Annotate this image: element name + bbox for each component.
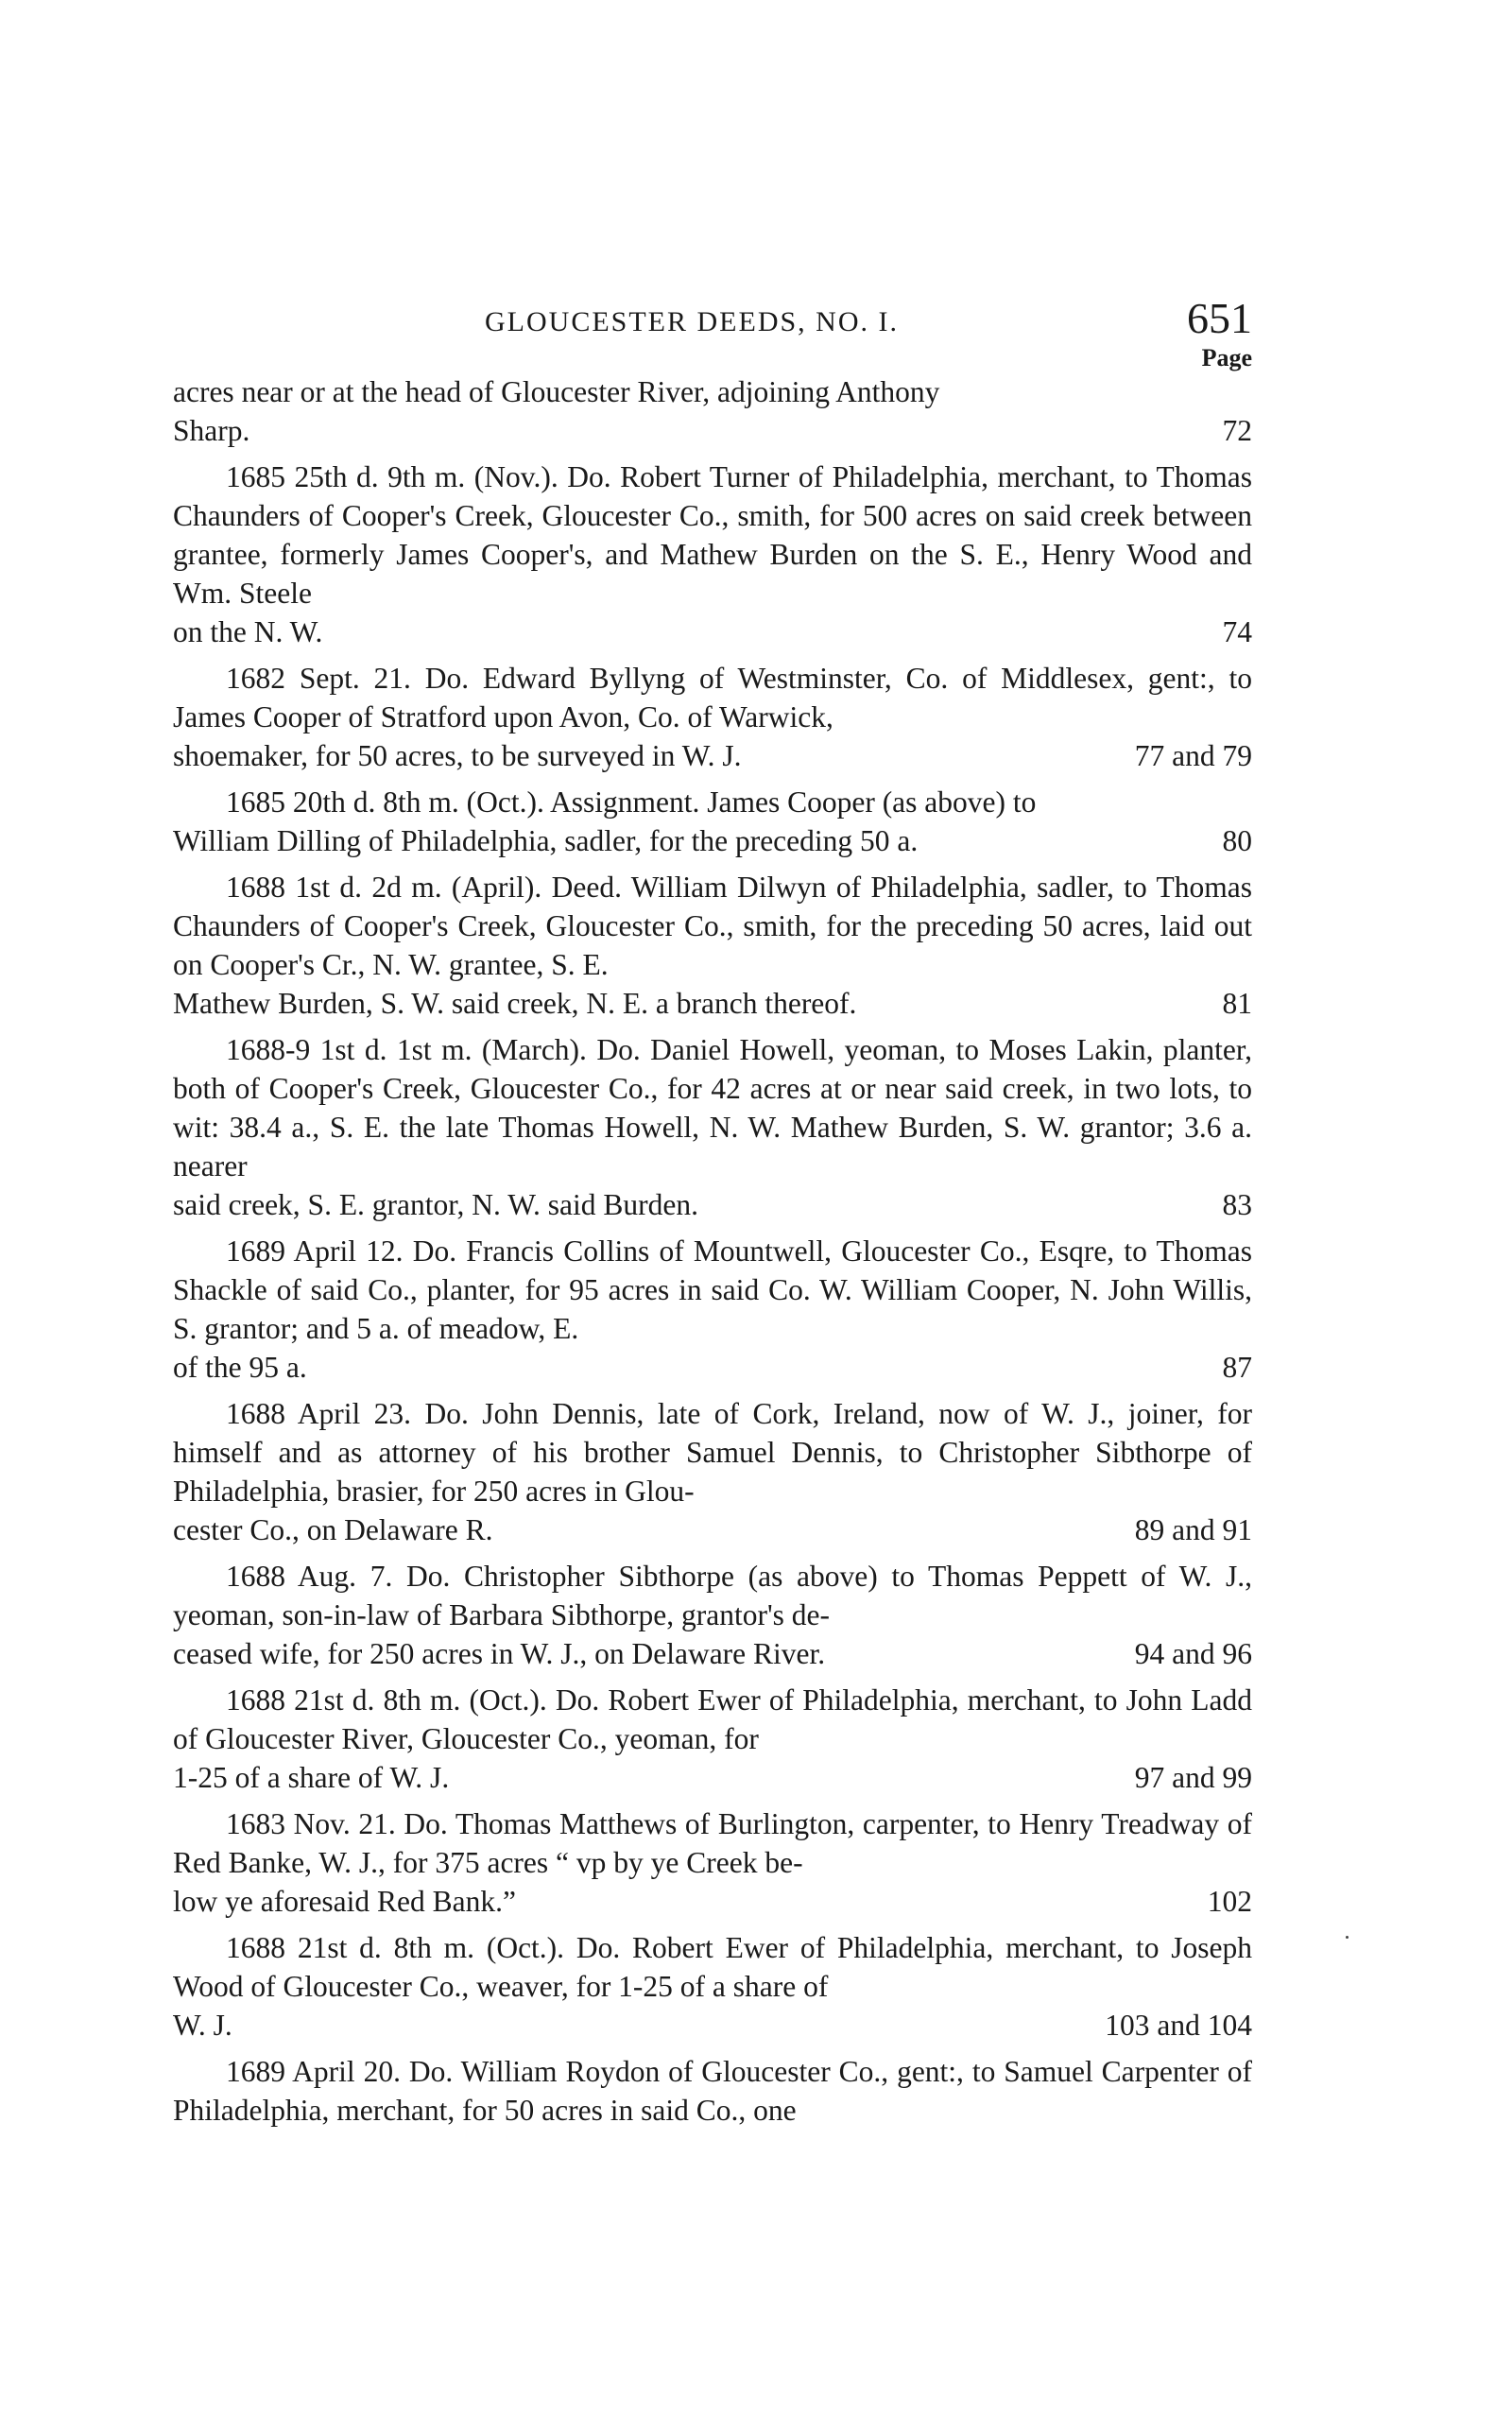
deed-entry-last-line [173, 411, 1252, 450]
deed-entry [173, 659, 1252, 775]
deed-entry [173, 1232, 1252, 1387]
deed-entry-last-line [173, 1510, 1252, 1549]
deed-entry-text: 1685 20th d. 8th m. (Oct.). Assignment. James Cooper (as above) to [226, 785, 1037, 819]
page-reference: 87 [1222, 1351, 1252, 1384]
deed-entry [173, 1557, 1252, 1673]
deed-entry-last-text: low ye aforesaid Red Bank.” [173, 1885, 517, 1918]
deed-entry-last-line [173, 1348, 1252, 1387]
deed-entry [173, 1030, 1252, 1224]
deed-entry-text: 1688 1st d. 2d m. (April). Deed. William Dilwyn of Philadelphia, sadler, to Thomas Chaunders of Cooper's Creek, Gloucester Co., smith, for the preceding 50 acres, laid out on Cooper's Cr., N. W. grantee, S. E. [173, 871, 1252, 981]
deed-entry [173, 1394, 1252, 1549]
deed-entry-text: 1685 25th d. 9th m. (Nov.). Do. Robert Turner of Philadelphia, merchant, to Thomas Chaunders of Cooper's Creek, Gloucester Co., smith, for 500 acres on said creek between grantee, formerly James Cooper's, and Mathew Burden on the S. E., Henry Wood and Wm. Steele [173, 460, 1252, 610]
deed-entry-text: acres near or at the head of Gloucester River, adjoining Anthony [173, 375, 940, 408]
page-reference: 94 and 96 [1134, 1637, 1252, 1670]
page-reference: 80 [1222, 824, 1252, 857]
page-header [173, 291, 1252, 344]
deed-entry-text: 1688-9 1st d. 1st m. (March). Do. Daniel Howell, yeoman, to Moses Lakin, planter, both of Cooper's Creek, Gloucester Co., for 42 acres at or near said creek, in two lots, to wit: 38.4 a., S. E. the late Thomas Howell, N. W. Mathew Burden, S. W. grantor; 3.6 a. nearer [173, 1033, 1252, 1182]
deed-entry-last-text: Sharp. [173, 414, 250, 447]
page-reference: 97 and 99 [1134, 1761, 1252, 1794]
deed-entry-last-text: on the N. W. [173, 615, 323, 648]
page-reference: 72 [1222, 414, 1252, 447]
page-reference: 83 [1222, 1188, 1252, 1221]
deed-entry-text: 1688 21st d. 8th m. (Oct.). Do. Robert Ewer of Philadelphia, merchant, to John Ladd of Gloucester River, Gloucester Co., yeoman, for [173, 1683, 1252, 1755]
page-reference: 77 and 79 [1134, 739, 1252, 772]
page-number: 651 [1187, 294, 1252, 342]
deed-entry-text: 1688 21st d. 8th m. (Oct.). Do. Robert Ewer of Philadelphia, merchant, to Joseph Wood of Gloucester Co., weaver, for 1-25 of a share of [173, 1931, 1252, 2003]
deed-entry-last-line [173, 1185, 1252, 1224]
deed-entry-last-line [173, 736, 1252, 775]
deed-entries [173, 372, 1252, 2130]
deed-entry-last-text: cester Co., on Delaware R. [173, 1513, 493, 1546]
deed-entry [173, 372, 1252, 450]
page-reference: 81 [1222, 987, 1252, 1020]
deed-entry-last-text: ceased wife, for 250 acres in W. J., on Delaware River. [173, 1637, 826, 1670]
deed-entry-last-text: William Dilling of Philadelphia, sadler, for the preceding 50 a. [173, 824, 919, 857]
running-title: GLOUCESTER DEEDS, NO. I. [485, 306, 899, 337]
deed-entry-last-line [173, 2006, 1252, 2045]
deed-entry-text: 1683 Nov. 21. Do. Thomas Matthews of Burlington, carpenter, to Henry Treadway of Red Banke, W. J., for 375 acres “ vp by ye Creek be- [173, 1807, 1252, 1879]
page-reference: 74 [1222, 615, 1252, 648]
speck [1346, 1936, 1349, 1939]
deed-entry [173, 783, 1252, 860]
deed-entry [173, 1681, 1252, 1797]
deed-entry-text: 1689 April 20. Do. William Roydon of Gloucester Co., gent:, to Samuel Carpenter of Philadelphia, merchant, for 50 acres in said Co., one [173, 2055, 1252, 2127]
deed-entry-last-line [173, 821, 1252, 860]
deed-entry [173, 1804, 1252, 1921]
deed-entry-last-text: W. J. [173, 2009, 232, 2042]
deed-entry-last-text: shoemaker, for 50 acres, to be surveyed in W. J. [173, 739, 742, 772]
deed-entry-last-text: Mathew Burden, S. W. said creek, N. E. a branch thereof. [173, 987, 857, 1020]
deed-entry-last-line [173, 1882, 1252, 1921]
page-column-label: Page [1201, 344, 1252, 371]
deed-entry [173, 1928, 1252, 2045]
deed-entry-last-line [173, 984, 1252, 1023]
page-reference: 102 [1207, 1885, 1252, 1918]
deed-entry-text: 1689 April 12. Do. Francis Collins of Mountwell, Gloucester Co., Esqre, to Thomas Shackle of said Co., planter, for 95 acres in said Co. W. William Cooper, N. John Willis, S. grantor; and 5 a. of meadow, E. [173, 1234, 1252, 1345]
deed-entry-last-text: 1-25 of a share of W. J. [173, 1761, 450, 1794]
deed-entry-last-line [173, 1758, 1252, 1797]
document-page [173, 291, 1252, 2137]
page-reference: 103 and 104 [1105, 2009, 1252, 2042]
page-reference: 89 and 91 [1134, 1513, 1252, 1546]
deed-entry-last-line [173, 613, 1252, 651]
deed-entry-text: 1688 April 23. Do. John Dennis, late of Cork, Ireland, now of W. J., joiner, for himself and as attorney of his brother Samuel Dennis, to Christopher Sibthorpe of Philadelphia, brasier, for 250 acres in Glou- [173, 1397, 1252, 1508]
deed-entry-last-line [173, 1634, 1252, 1673]
deed-entry [173, 457, 1252, 651]
deed-entry [173, 2052, 1252, 2130]
deed-entry [173, 868, 1252, 1023]
deed-entry-text: 1688 Aug. 7. Do. Christopher Sibthorpe (as above) to Thomas Peppett of W. J., yeoman, son-in-law of Barbara Sibthorpe, grantor's de- [173, 1560, 1252, 1631]
deed-entry-last-text: of the 95 a. [173, 1351, 307, 1384]
deed-entry-text: 1682 Sept. 21. Do. Edward Byllyng of Westminster, Co. of Middlesex, gent:, to James Cooper of Stratford upon Avon, Co. of Warwick, [173, 662, 1252, 733]
deed-entry-last-text: said creek, S. E. grantor, N. W. said Burden. [173, 1188, 699, 1221]
